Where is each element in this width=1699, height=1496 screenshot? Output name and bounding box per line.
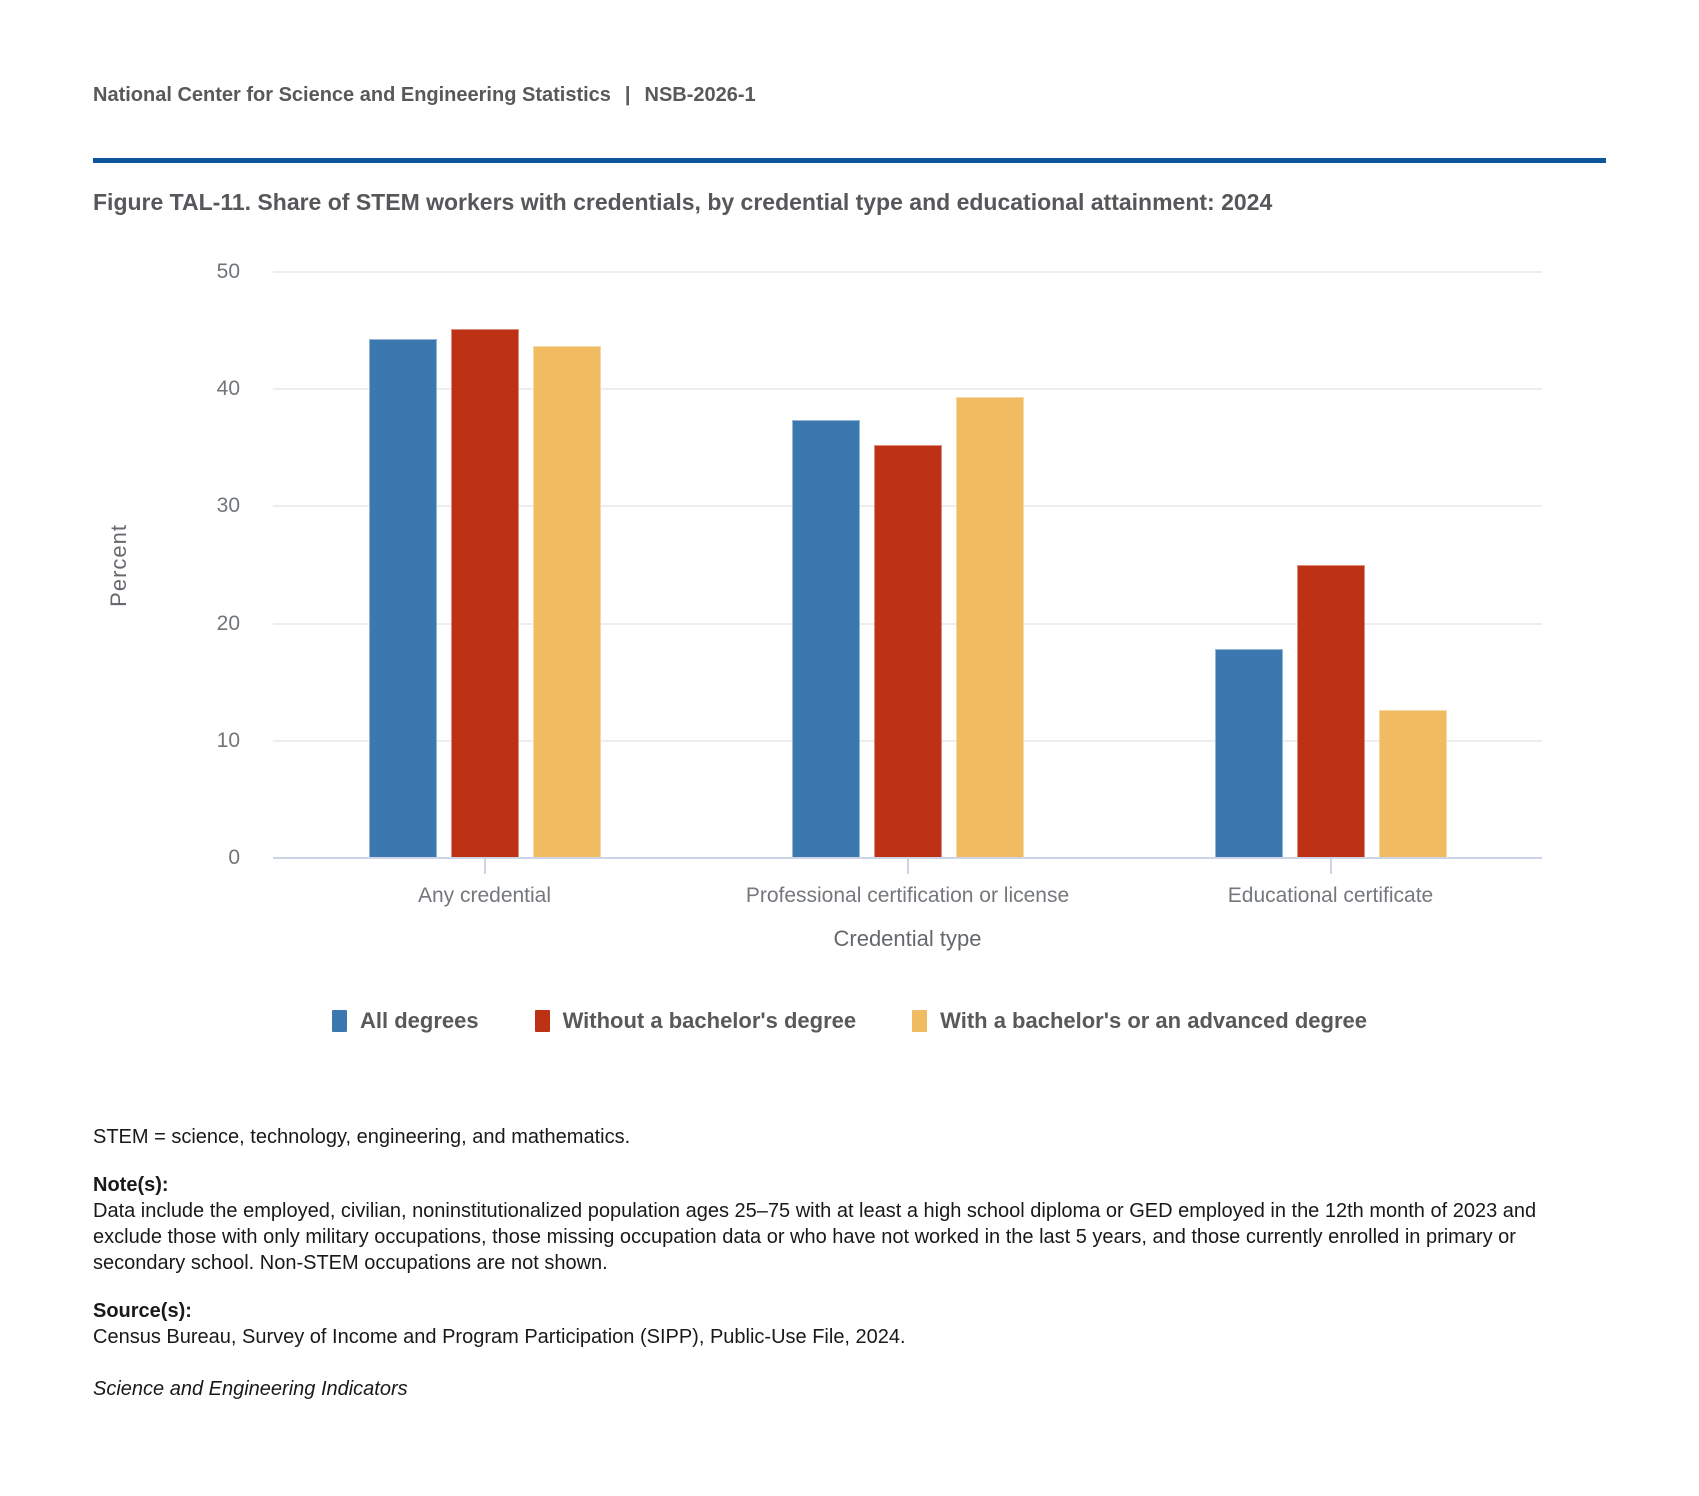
plot-column [273,272,1542,952]
stem-definition: STEM = science, technology, engineering, and mathematics. [93,1126,631,1148]
x-axis-tick [1330,858,1332,874]
chart-row [93,260,1606,952]
y-axis-ticks [145,260,273,869]
organization-name: National Center for Science and Engineering Statistics [93,84,611,106]
bar[interactable] [874,445,942,858]
legend-item[interactable] [912,1008,1367,1034]
x-axis-title: Credential type [833,926,982,951]
bar[interactable] [451,329,519,858]
notes-text: Data include the employed, civilian, noninstitutionalized population ages 25–75 with at least a high school diploma or GED employed in the 12th month of 2023 and exclude those with only military occupations, those missing occupation data or who have not worked in the last 5 years, and those currently enrolled in primary or secondary school. Non-STEM occupations are not shown. [93,1200,1537,1274]
attribution: Science and Engineering Indicators [93,1378,408,1400]
legend-swatch [332,1010,347,1032]
x-axis-category-label: Any credential [417,884,552,907]
bar-groups [273,272,1542,858]
notes-section [93,1124,1606,1402]
y-axis-tick-label: 40 [216,377,240,401]
report-number: NSB-2026-1 [644,84,756,106]
bar-group [696,272,1119,858]
bar[interactable] [1379,710,1447,858]
bar[interactable] [1297,565,1365,858]
bar[interactable] [533,346,601,858]
y-axis-tick-label: 0 [228,846,240,869]
y-axis-title: Percent [106,523,131,607]
legend [93,1008,1606,1034]
x-axis-tick [907,858,909,874]
y-axis-title-column [93,272,145,858]
y-axis-tick-label: 20 [216,611,240,635]
header-divider: | [624,84,631,106]
x-axis-tick [484,858,486,874]
x-axis-category-label: Professional certification or license [745,884,1070,907]
plot-area [273,272,1542,858]
legend-label: With a bachelor's or an advanced degree [940,1008,1367,1033]
y-axis-tick-label: 30 [216,494,240,518]
x-axis-line [273,857,1542,859]
header-bar [93,82,1606,109]
bar[interactable] [956,397,1024,858]
bar-group [1119,272,1542,858]
legend-swatch [912,1010,927,1032]
legend-swatch [535,1010,550,1032]
bar[interactable] [1215,649,1283,858]
legend-item[interactable] [332,1008,479,1034]
y-axis-tick-label: 50 [216,260,240,283]
sources-heading: Source(s): [93,1300,192,1322]
bar-chart [93,260,1606,1034]
section-divider-rule [93,158,1606,163]
legend-label: Without a bachelor's degree [562,1008,857,1033]
legend-item[interactable] [535,1008,857,1034]
x-axis-labels [273,884,1542,908]
sources-text: Census Bureau, Survey of Income and Program Participation (SIPP), Public-Use File, 2024. [93,1326,906,1348]
bar[interactable] [792,420,860,858]
y-axis-tick-label: 10 [216,728,240,752]
notes-heading: Note(s): [93,1174,169,1196]
x-axis-category-label: Educational certificate [1227,884,1434,907]
legend-label: All degrees [360,1008,479,1033]
bar[interactable] [369,339,437,858]
bar-group [273,272,696,858]
figure-title: Figure TAL-11. Share of STEM workers with credentials, by credential type and educational attainment: 2024 [93,189,1273,215]
